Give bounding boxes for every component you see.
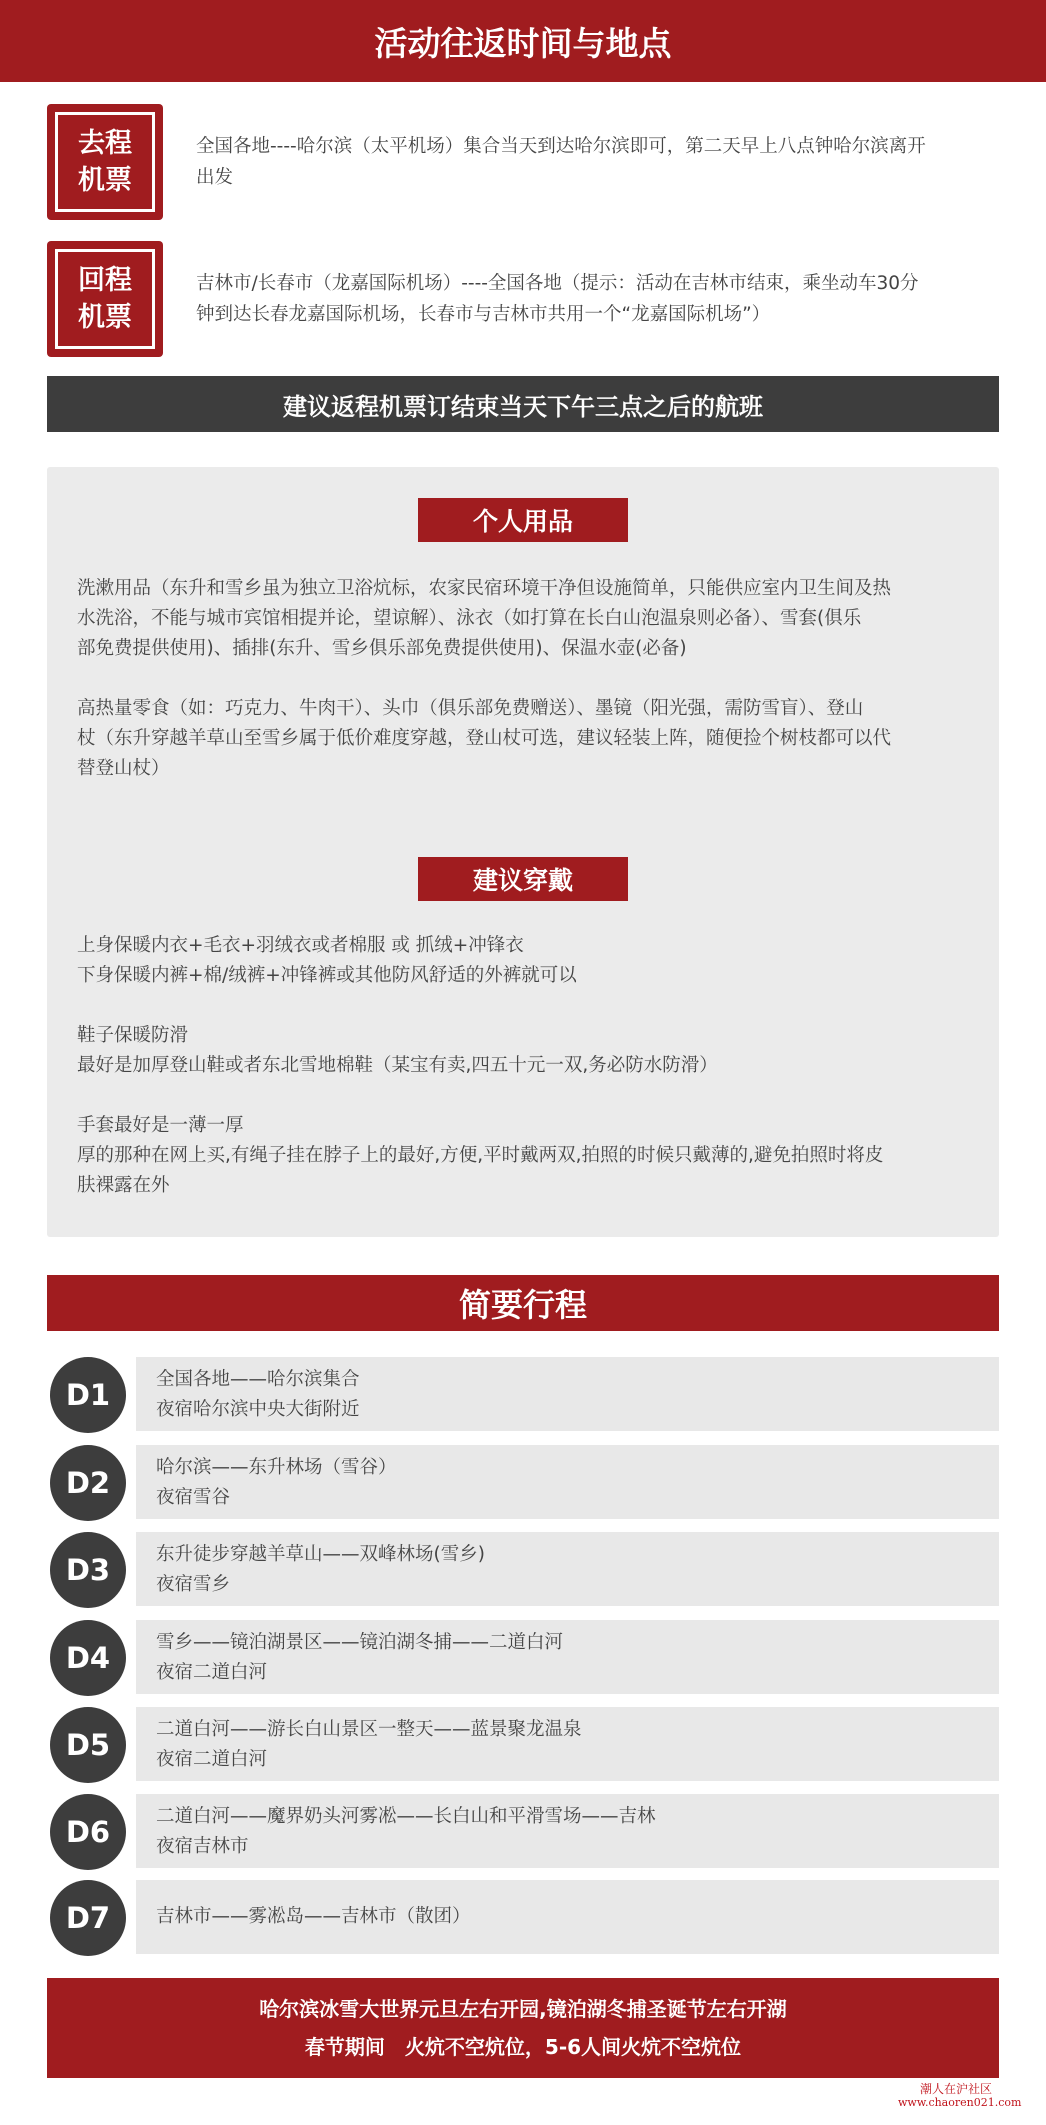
text-line: 杖（东升穿越羊草山至雪乡属于低价难度穿越，登山杖可选，建议轻装上阵，随便捡个树枝都可以代 — [77, 728, 892, 749]
day-badge: D2 — [50, 1445, 126, 1521]
text-line: 二道白河——魔界奶头河雾凇——长白山和平滑雪场——吉林 — [156, 1806, 656, 1827]
personal-items-text-1 — [77, 574, 977, 664]
itinerary-heading: 简要行程 — [47, 1275, 999, 1331]
text-line: 鞋子保暖防滑 — [77, 1025, 189, 1046]
badge-line: 去程 — [78, 128, 132, 159]
flight-advice-bar: 建议返程机票订结束当天下午三点之后的航班 — [47, 376, 999, 432]
day-badge: D7 — [50, 1880, 126, 1956]
itinerary-day-text — [156, 1453, 986, 1513]
footer-line: 春节期间 火炕不空炕位，5-6人间火炕不空炕位 — [304, 2035, 742, 2059]
text-line: 吉林市/长春市（龙嘉国际机场）----全国各地（提示：活动在吉林市结束，乘坐动车30分 — [196, 273, 919, 294]
text-line: 东升徒步穿越羊草山——双峰林场(雪乡) — [156, 1544, 485, 1565]
text-line: 洗漱用品（东升和雪乡虽为独立卫浴炕标，农家民宿环境干净但设施简单，只能供应室内卫生间及热 — [77, 578, 892, 599]
text-line: 手套最好是一薄一厚 — [77, 1115, 244, 1136]
text-line: 夜宿二道白河 — [156, 1662, 268, 1683]
text-line: 夜宿雪谷 — [156, 1487, 231, 1508]
day-badge: D5 — [50, 1707, 126, 1783]
text-line: 夜宿二道白河 — [156, 1749, 268, 1770]
text-line: 部免费提供使用)、插排(东升、雪乡俱乐部免费提供使用)、保温水壶(必备) — [77, 638, 687, 659]
text-line: 出发 — [196, 167, 234, 188]
itinerary-day-text — [156, 1540, 986, 1600]
badge-line: 回程 — [78, 265, 132, 296]
text-line: 上身保暖内衣+毛衣+羽绒衣或者棉服 或 抓绒+冲锋衣 — [77, 935, 524, 956]
itinerary-day-text — [156, 1715, 986, 1775]
text-line: 哈尔滨——东升林场（雪谷） — [156, 1457, 397, 1478]
shoes-text — [77, 1021, 977, 1081]
return-ticket-badge — [47, 241, 163, 357]
text-line: 夜宿雪乡 — [156, 1574, 231, 1595]
itinerary-day-text — [156, 1902, 986, 1932]
footer-notice — [47, 1978, 999, 2078]
text-line: 肤裸露在外 — [77, 1175, 170, 1196]
wear-text — [77, 931, 977, 991]
day-badge: D3 — [50, 1532, 126, 1608]
text-line: 替登山杖） — [77, 758, 170, 779]
text-line: 高热量零食（如：巧克力、牛肉干）、头巾（俱乐部免费赠送）、墨镜（阳光强，需防雪盲）、登山 — [77, 698, 864, 719]
watermark-url: www.chaoren021.com — [898, 2096, 1022, 2109]
text-line: 吉林市——雾凇岛——吉林市（散团） — [156, 1906, 471, 1927]
personal-items-heading: 个人用品 — [418, 498, 628, 542]
day-badge: D1 — [50, 1357, 126, 1433]
text-line: 最好是加厚登山鞋或者东北雪地棉鞋（某宝有卖,四五十元一双,务必防水防滑） — [77, 1055, 718, 1076]
itinerary-day-text — [156, 1628, 986, 1688]
text-line: 厚的那种在网上买,有绳子挂在脖子上的最好,方便,平时戴两双,拍照的时候只戴薄的,避免拍照时将皮 — [77, 1145, 884, 1166]
itinerary-day-text — [156, 1802, 986, 1862]
page-title: 活动往返时间与地点 — [0, 0, 1046, 82]
text-line: 夜宿哈尔滨中央大街附近 — [156, 1399, 360, 1420]
itinerary-day-text — [156, 1365, 986, 1425]
badge-line: 机票 — [78, 302, 132, 333]
day-badge: D6 — [50, 1794, 126, 1870]
text-line: 水洗浴，不能与城市宾馆相提并论，望谅解）、泳衣（如打算在长白山泡温泉则必备）、雪套(俱乐 — [77, 608, 862, 629]
text-line: 全国各地——哈尔滨集合 — [156, 1369, 360, 1390]
watermark-title: 潮人在沪社区 — [920, 2082, 993, 2096]
text-line: 二道白河——游长白山景区一整天——蓝景聚龙温泉 — [156, 1719, 582, 1740]
footer-line: 哈尔滨冰雪大世界元旦左右开园,镜泊湖冬捕圣诞节左右开湖 — [259, 1997, 787, 2021]
suggested-wear-heading: 建议穿戴 — [418, 857, 628, 901]
gloves-text — [77, 1111, 977, 1201]
text-line: 钟到达长春龙嘉国际机场，长春市与吉林市共用一个“龙嘉国际机场”） — [196, 304, 771, 325]
outbound-ticket-badge — [47, 104, 163, 220]
day-badge: D4 — [50, 1620, 126, 1696]
personal-items-text-2 — [77, 694, 977, 784]
text-line: 全国各地----哈尔滨（太平机场）集合当天到达哈尔滨即可，第二天早上八点钟哈尔滨离开 — [196, 136, 926, 157]
text-line: 夜宿吉林市 — [156, 1836, 249, 1857]
outbound-ticket-text — [196, 131, 1011, 193]
text-line: 下身保暖内裤+棉/绒裤+冲锋裤或其他防风舒适的外裤就可以 — [77, 965, 577, 986]
return-ticket-text — [196, 268, 1011, 330]
badge-line: 机票 — [78, 165, 132, 196]
text-line: 雪乡——镜泊湖景区——镜泊湖冬捕——二道白河 — [156, 1632, 564, 1653]
